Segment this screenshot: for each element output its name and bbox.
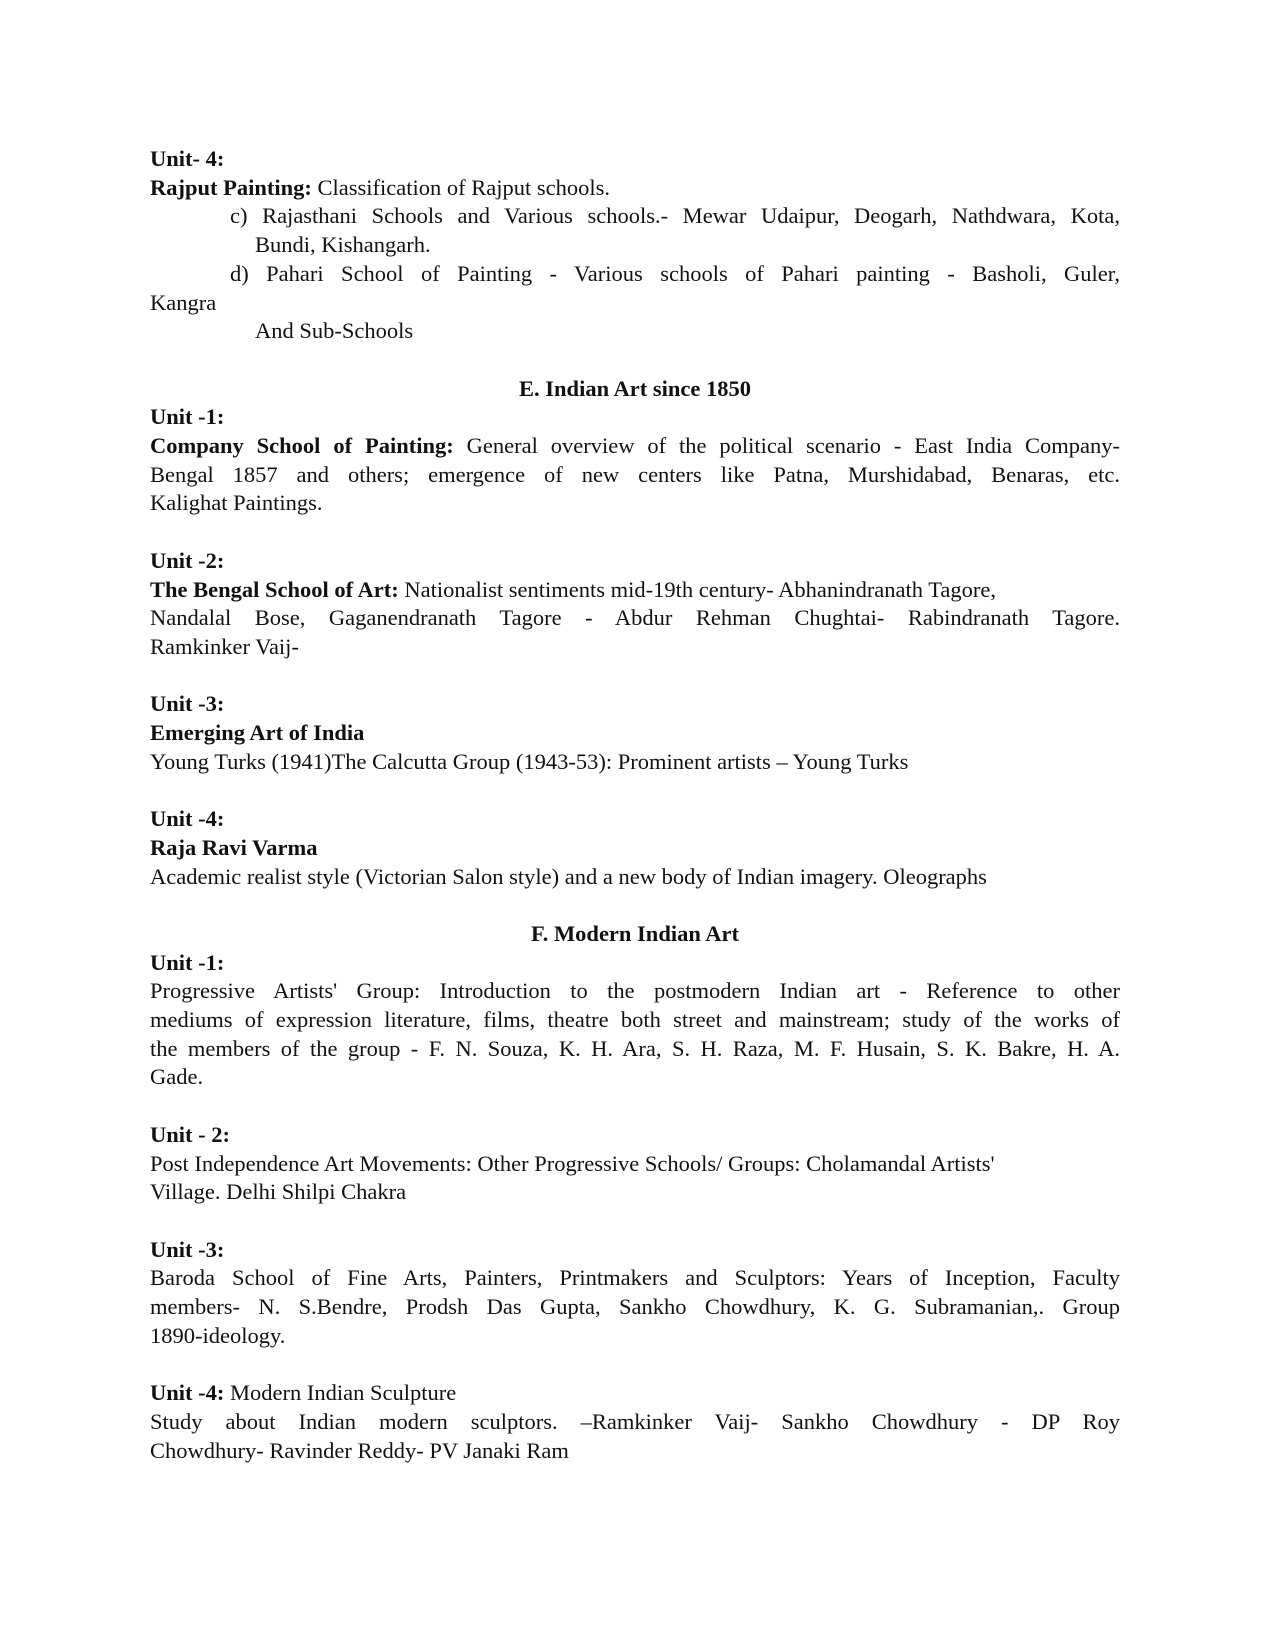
unit-heading: Unit - 2: (150, 1121, 230, 1147)
paragraph-line: The Bengal School of Art: Nationalist sentiments mid-19th century- Abhanindranath Tagore, (150, 576, 997, 602)
unit-title: Raja Ravi Varma (150, 834, 318, 860)
paragraph-line: Company School of Painting: General overview of the political scenario - East India Company- (150, 433, 1120, 459)
unit-title: Rajput Painting: (150, 174, 312, 200)
paragraph-line: mediums of expression literature, films, theatre both street and mainstream; study of the works of (150, 1007, 1120, 1033)
unit-heading: Unit- 4: (150, 146, 225, 171)
paragraph-line: Kalighat Paintings. (150, 490, 323, 516)
unit-title: Company School of Painting: (150, 433, 454, 459)
unit-heading: Unit -2: (150, 547, 225, 573)
unit-title: Emerging Art of India (150, 720, 365, 746)
paragraph-line: Young Turks (1941)The Calcutta Group (1943-53): Prominent artists – Young Turks (150, 748, 909, 774)
paragraph-line: Post Independence Art Movements: Other Progressive Schools/ Groups: Cholamandal Artists' (150, 1150, 995, 1176)
paragraph-line: Progressive Artists' Group: Introduction to the postmodern Indian art - Reference to other (150, 978, 1120, 1004)
unit-heading: Unit -3: (150, 691, 225, 717)
unit-heading: Unit -1: (150, 949, 225, 975)
list-item-d: d) Pahari School of Painting - Various schools of Pahari painting - Basholi, Guler, (230, 260, 1120, 286)
paragraph-line: Ramkinker Vaij- (150, 633, 299, 659)
list-item-d-cont2: And Sub-Schools (255, 318, 414, 344)
paragraph-line: Gade. (150, 1064, 204, 1090)
paragraph-line: Chowdhury- Ravinder Reddy- PV Janaki Ram (150, 1437, 569, 1463)
unit-heading: Unit -4: (150, 1380, 225, 1406)
unit-heading: Unit -4: (150, 806, 225, 832)
list-item-d-cont: Kangra (150, 289, 217, 315)
paragraph-line: Village. Delhi Shilpi Chakra (150, 1179, 407, 1205)
unit-subtitle: Modern Indian Sculpture (224, 1380, 457, 1406)
paragraph-line: 1890-ideology. (150, 1322, 286, 1348)
paragraph-line: Baroda School of Fine Arts, Painters, Printmakers and Sculptors: Years of Inception, Faculty (150, 1265, 1120, 1291)
paragraph-line: members- N. S.Bendre, Prodsh Das Gupta, Sankho Chowdhury, K. G. Subramanian,. Group (150, 1294, 1120, 1320)
unit-heading-line (150, 1379, 1120, 1408)
unit-heading: Unit -1: (150, 404, 225, 430)
section-title-f: F. Modern Indian Art (531, 920, 739, 946)
section-title-e: E. Indian Art since 1850 (519, 375, 751, 401)
unit-text: Classification of Rajput schools. (311, 174, 610, 200)
paragraph-line: Academic realist style (Victorian Salon style) and a new body of Indian imagery. Oleographs (150, 863, 987, 889)
unit-heading: Unit -3: (150, 1236, 225, 1262)
paragraph-line: Bengal 1857 and others; emergence of new centers like Patna, Murshidabad, Benaras, etc. (150, 461, 1120, 487)
unit-title-line (150, 174, 1120, 203)
paragraph-line: Nandalal Bose, Gaganendranath Tagore - Abdur Rehman Chughtai- Rabindranath Tagore. (150, 605, 1120, 631)
list-item-c: c) Rajasthani Schools and Various schools.- Mewar Udaipur, Deogarh, Nathdwara, Kota, (230, 203, 1120, 229)
paragraph-line: Study about Indian modern sculptors. –Ramkinker Vaij- Sankho Chowdhury - DP Roy (150, 1408, 1120, 1434)
document-page (150, 145, 1120, 1465)
paragraph-line: the members of the group - F. N. Souza, K. H. Ara, S. H. Raza, M. F. Husain, S. K. Bakre, H. A. (150, 1035, 1120, 1061)
unit-title: The Bengal School of Art: (150, 576, 399, 602)
list-item-c-cont: Bundi, Kishangarh. (255, 232, 431, 258)
